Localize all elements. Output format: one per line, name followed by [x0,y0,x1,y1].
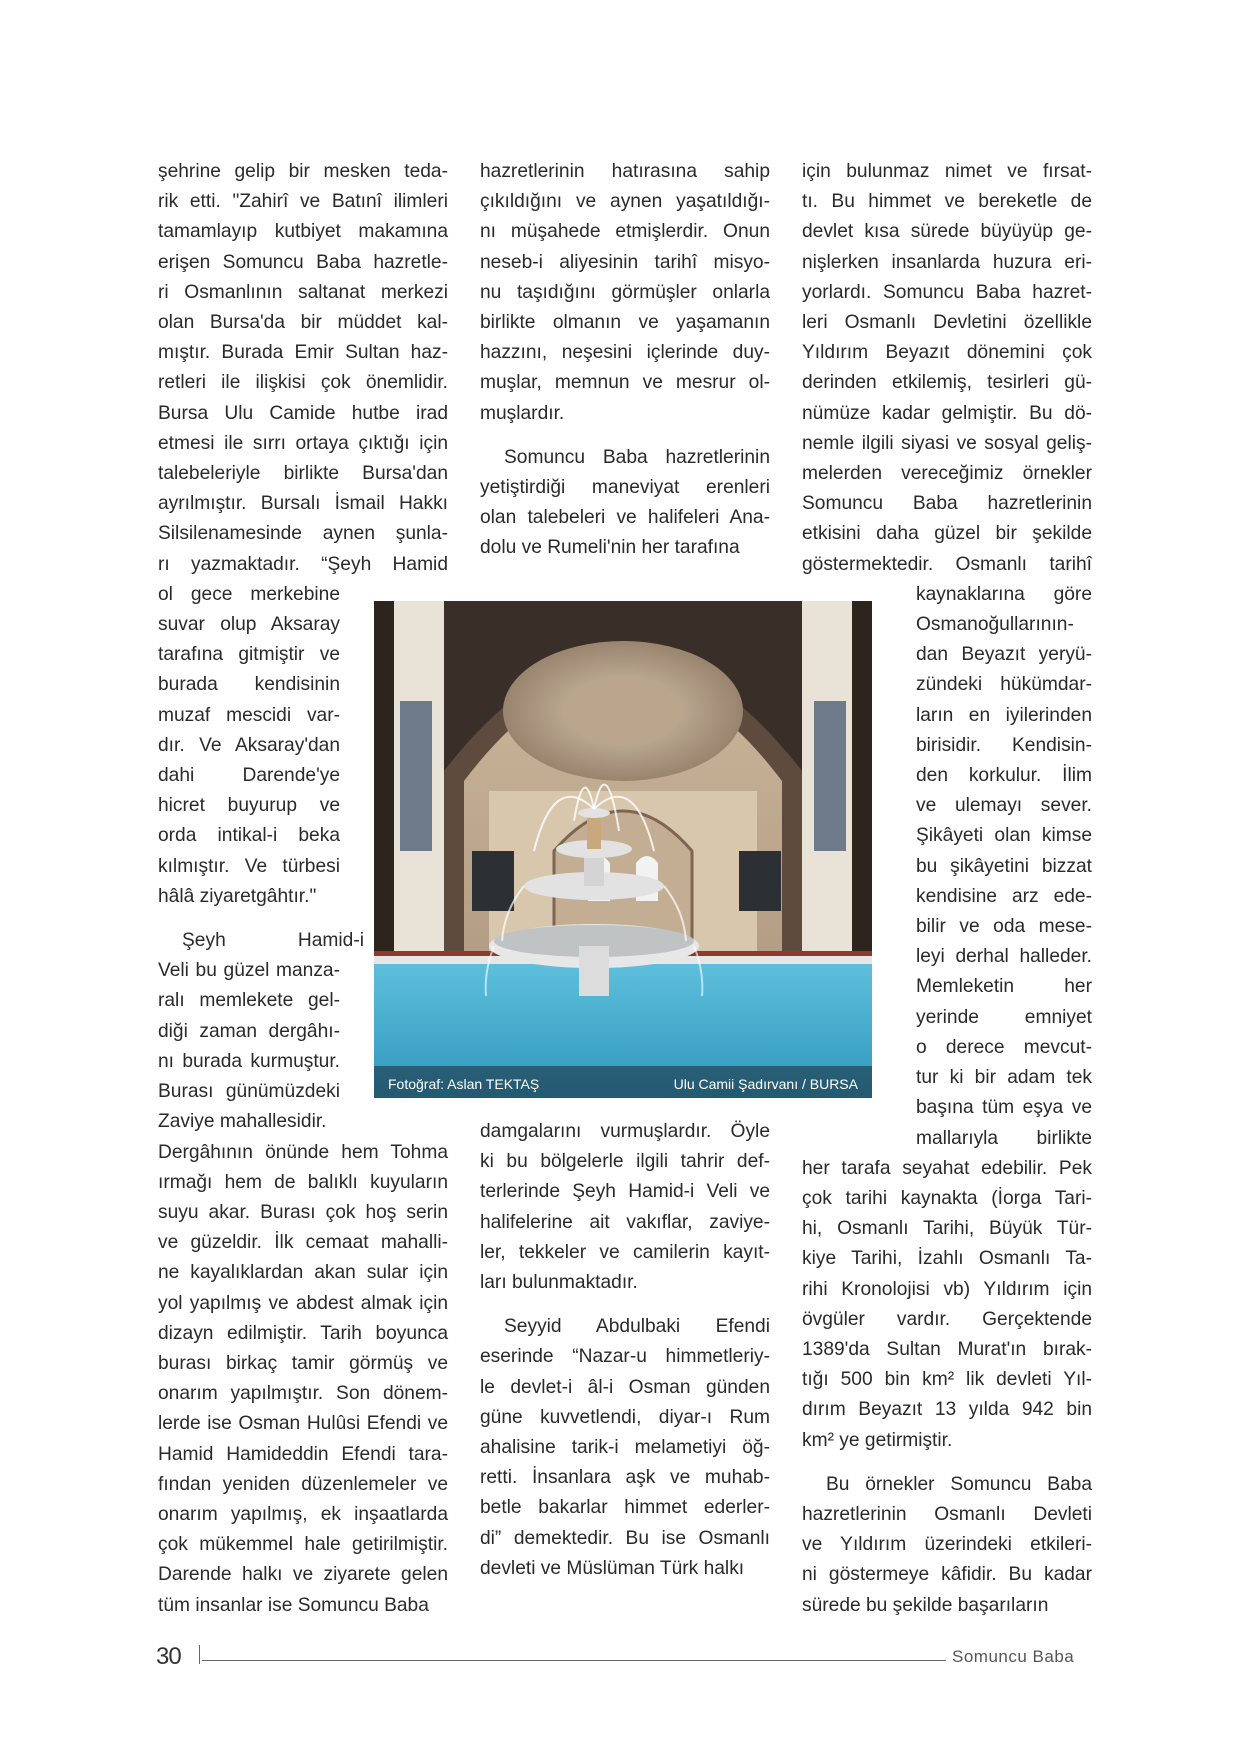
text-column-2-top [480,157,770,564]
text-line: dizayn edilmiştir. Tarih boyunca [158,1322,448,1344]
text-line: Silsilenamesinde aynen şunla- [158,523,448,545]
text-line: Burası günümüzdeki [158,1081,340,1103]
text-line: retti. İnsanlara aşk ve muhab- [480,1467,770,1489]
text-line: her tarafa seyahat edebilir. Pek [802,1157,1092,1179]
text-line: tur ki bir adam tek [916,1067,1092,1089]
text-line: Hamid Hamideddin Efendi tara- [158,1443,448,1465]
footer-rule [202,1660,946,1661]
text-line: ralı memlekete gel- [158,990,340,1012]
text-line: ler, tekkeler ve camilerin kayıt- [480,1241,770,1263]
text-line: için bulunmaz nimet ve fırsat- [802,161,1092,182]
text-line: Osmanoğullarının- [916,614,1074,636]
text-line: damgalarını vurmuşlardır. Öyle [480,1121,770,1142]
text-line: çok tarihi kaynakta (İorga Tari- [802,1187,1092,1209]
text-line: halifelerine ait vakıflar, zaviye- [480,1211,770,1233]
text-line: di” demektedir. Bu ise Osmanlı [480,1527,770,1549]
text-line: erişen Somuncu Baba hazretle- [158,251,448,273]
text-line: nı burada kurmuştur. [158,1050,340,1072]
text-line: mallarıyla birlikte [916,1127,1092,1149]
text-line: muşlardır. [480,402,565,424]
text-line: birlikte olmanın ve yaşamanın [480,312,770,334]
text-line: leyi derhal halleder. [916,946,1092,968]
fountain-illustration [374,601,872,1098]
text-line: bilir ve oda mese- [916,916,1092,938]
text-line: Şikâyeti olan kimse [916,825,1092,847]
text-line: ve güzeldir. İlk cemaat mahalli- [158,1232,448,1254]
text-line: hazretlerinin Osmanlı Devleti [802,1503,1092,1525]
text-line: dahi Darende'ye [158,765,340,787]
text-line: rı yazmaktadır. “Şeyh Hamid [158,553,448,575]
text-line: kendisine arz ede- [916,885,1092,907]
text-line: leri Osmanlı Devletini özellikle [802,312,1092,334]
text-line: ahalisine tarik-i melametiyi öğ- [480,1437,770,1459]
text-line: tığı 500 bin km² lik devleti Yıl- [802,1369,1092,1391]
text-line: onarım yapılmıştır. Son dönem- [158,1383,448,1405]
magazine-name: Somuncu Baba [952,1647,1075,1666]
text-line: hi, Osmanlı Tarihi, Büyük Tür- [802,1218,1092,1240]
text-line: kiye Tarihi, İzahlı Osmanlı Ta- [802,1248,1092,1270]
text-line: talebeleriyle birlikte Bursa'dan [158,463,448,485]
text-line: suyu akar. Burası çok hoş serin [158,1201,448,1223]
text-line: 1389'da Sultan Murat'ın bırak- [802,1338,1092,1360]
text-line: çıkıldığını ve aynen yaşatıldığı- [480,191,770,213]
text-line: neseb-i aliyesinin tarihî misyo- [480,251,770,273]
text-line: kaynaklarına göre [916,583,1092,605]
text-line: yol yapılmış ve abdest almak için [158,1292,448,1314]
text-line: den korkulur. İlim [916,765,1092,787]
text-line: bu şikâyetini bizzat [916,855,1092,877]
text-line: hazzını, neşesini içlerinde duy- [480,342,770,364]
footer-divider-tick [199,1645,200,1664]
text-line: dan Beyazıt yeryü- [916,644,1092,666]
text-line: devleti ve Müslüman Türk halkı [480,1557,745,1579]
text-line: lerde ise Osman Hulûsi Efendi ve [158,1413,448,1435]
text-line: kılmıştır. Ve türbesi [158,855,340,877]
text-line: o derece mevcut- [916,1036,1092,1058]
text-line: mıştır. Burada Emir Sultan haz- [158,342,448,364]
text-line: dırım Beyazıt 13 yılda 942 bin [802,1399,1092,1421]
text-line: yetiştirdiği maneviyat erenleri [480,477,770,499]
text-line: dolu ve Rumeli'nin her tarafına [480,537,740,559]
text-line: Memleketin her [916,976,1092,998]
text-line: Somuncu Baba hazretlerinin [802,493,1092,515]
text-line: devlet kısa sürede büyüyüp ge- [802,221,1092,243]
text-line: yerinde emniyet [916,1006,1092,1028]
text-line: birisidir. Kendisin- [916,734,1092,756]
text-line: sürede bu şekilde başarıların [802,1594,1049,1616]
text-line: terlerinde Şeyh Hamid-i Veli ve [480,1181,770,1203]
text-line: diği zaman dergâhı- [158,1020,340,1042]
text-line: tüm insanlar ise Somuncu Baba [158,1594,429,1616]
photo-caption: Ulu Camii Şadırvanı / BURSA [673,1076,858,1092]
text-line: ne kayalıklardan akan sular için [158,1262,448,1284]
text-line: göstermektedir. Osmanlı tarihî [802,553,1092,575]
text-line: nişlerken insanlarda huzura eri- [802,251,1092,273]
text-line: Yıldırım Beyazıt dönemini çok [802,342,1092,364]
text-line: muzaf mescidi var- [158,704,340,726]
text-line: fından yeniden düzenlemeler ve [158,1473,448,1495]
text-line: burada kendisinin [158,674,340,696]
text-line: ları bulunmaktadır. [480,1272,638,1294]
text-line: le devlet-i âl-i Osman günden [480,1376,770,1398]
text-line: hâlâ ziyaretgâhtır." [158,885,317,907]
text-line: rik etti. "Zahirî ve Batınî ilimleri [158,191,448,213]
text-line: eserinde “Nazar-u himmetleriy- [480,1346,770,1368]
text-line: tamamlayıp kutbiyet makamına [158,221,448,243]
text-line: Veli bu güzel manza- [158,960,340,982]
text-line: olan Bursa'da bir müddet kal- [158,312,448,334]
text-line: orda intikal-i beka [158,825,340,847]
text-line: tarafına gitmiştir ve [158,644,340,666]
text-line: başına tüm eşya ve [916,1097,1092,1119]
text-line: dır. Ve Aksaray'dan [158,734,340,756]
text-line: Seyyid Abdulbaki Efendi [504,1316,770,1338]
text-line: burası birkaç tamir görmüş ve [158,1352,448,1374]
text-line: rihi Kronolojisi vb) Yıldırım için [802,1278,1092,1300]
text-line: km² ye getirmiştir. [802,1429,953,1451]
text-line: Somuncu Baba hazretlerinin [504,446,770,468]
text-line: ni göstermeye kâfidir. Bu kadar [802,1564,1092,1586]
text-line: betle bakarlar himmet ederler- [480,1497,770,1519]
text-line: nı müşahede etmişlerdir. Onun [480,221,770,243]
photo-credit: Fotoğraf: Aslan TEKTAŞ [388,1076,540,1092]
text-line: Dergâhının önünde hem Tohma [158,1141,448,1163]
text-line: Zaviye mahallesidir. [158,1111,327,1133]
text-line: derinden etkilemiş, tesirleri gü- [802,372,1092,394]
text-line: retleri ile ilişkisi çok önemlidir. [158,372,448,394]
text-line: suvar olup Aksaray [158,614,340,636]
text-line: etmesi ile sırrı ortaya çıktığı için [158,432,448,454]
text-line: hicret buyurup ve [158,795,340,817]
text-line: şehrine gelip bir mesken teda- [158,161,448,182]
text-line: olan talebeleri ve halifeleri Ana- [480,507,770,529]
text-line: nu taşıdığını görmüşler onlarla [480,281,770,303]
text-line: çok mükemmel hale getirilmiştir. [158,1534,448,1556]
text-line: muşlar, memnun ve mesrur ol- [480,372,770,394]
text-line: Bu örnekler Somuncu Baba [826,1473,1092,1495]
text-line: ayrılmıştır. Bursalı İsmail Hakkı [158,493,448,515]
text-line: övgüler vardır. Gerçektende [802,1308,1092,1330]
text-line: yorlardı. Somuncu Baba hazret- [802,281,1092,303]
text-line: ri Osmanlının saltanat merkezi [158,281,448,303]
text-line: Bursa Ulu Camide hutbe irad [158,402,448,424]
text-line: Darende halkı ve ziyarete gelen [158,1564,448,1586]
text-line: tı. Bu himmet ve bereketle de [802,191,1092,213]
text-line: ve ulemayı sever. [916,795,1092,817]
text-line: ırmağı hem de balıklı kuyuların [158,1171,448,1193]
text-line: Şeyh Hamid-i [182,930,364,952]
text-line: hazretlerinin hatırasına sahip [480,161,770,182]
text-column-2-bottom [480,1117,770,1584]
page-number: 30 [156,1643,181,1670]
mosque-fountain-photo [374,601,872,1098]
text-line: güne kuvvetlendi, diyar-ı Rum [480,1406,770,1428]
text-line: ol gece merkebine [158,583,340,605]
text-line: ki bu bölgelerle ilgili tahrir def- [480,1151,770,1173]
text-line: ve Yıldırım üzerindeki etkileri- [802,1534,1092,1556]
text-line: nümüze kadar gelmiştir. Bu dö- [802,402,1092,424]
text-line: ların en iyilerinden [916,704,1092,726]
text-line: etkisini daha güzel bir şekilde [802,523,1092,545]
text-line: onarım yapılmış, ek inşaatlarda [158,1503,448,1525]
text-line: melerden vereceğimiz örnekler [802,463,1092,485]
text-line: zündeki hükümdar- [916,674,1092,696]
text-line: nemle ilgili siyasi ve sosyal geliş- [802,432,1092,454]
